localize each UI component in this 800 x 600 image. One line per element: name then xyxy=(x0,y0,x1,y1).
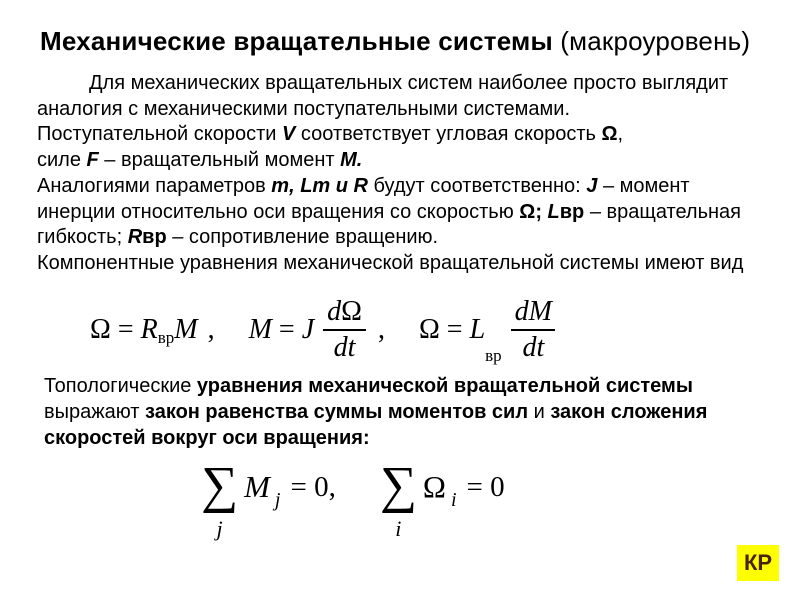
equals-zero: = 0 xyxy=(466,471,505,503)
paragraph-line: инерции относительно оси вращения со скоростью Ω; Lвр – вращательная xyxy=(37,200,742,223)
paragraph-line: Аналогиями параметров m, Lm и R будут соответственно: J – момент xyxy=(37,174,690,197)
topological-equations xyxy=(201,457,505,541)
sum-of-moments-equation xyxy=(201,457,336,541)
paragraph-line: Для механических вращательных систем наиболее просто выглядит xyxy=(89,72,729,94)
equals-zero: = 0, xyxy=(290,471,336,503)
slide-title: Механические вращательные системы (макроуровень) xyxy=(40,26,751,56)
comma: , xyxy=(200,314,215,345)
omega-symbol: Ω xyxy=(418,314,440,345)
subscript: вр xyxy=(157,328,175,347)
comma: , xyxy=(370,314,385,345)
fraction-dm-dt xyxy=(509,296,558,364)
denominator: dt xyxy=(511,329,555,364)
paragraph-line: аналогия с механическими поступательными системами. xyxy=(37,97,571,120)
sum-index: j xyxy=(216,516,223,541)
paragraph-line: силе F – вращательный момент M. xyxy=(37,149,363,172)
term-subscript: i xyxy=(450,489,457,511)
paragraph-line: Топологические уравнения механической вращательной системы xyxy=(44,375,693,397)
paragraph-line: Поступательной скорости V соответствует угловая скорость Ω, xyxy=(37,123,624,146)
subscript: вр xyxy=(485,346,502,366)
equation-omega-equals-rvr-m xyxy=(90,314,215,346)
summed-term: M $_j$ xyxy=(244,469,281,511)
coefficient: R xyxy=(140,314,158,345)
coefficient: L xyxy=(469,314,486,345)
sigma-operator xyxy=(379,457,417,541)
paragraph-line: Компонентные уравнения механической вращательной системы имеют вид xyxy=(37,251,744,274)
kr-stamp: КР xyxy=(737,545,779,581)
sum-index: i xyxy=(395,516,402,541)
equals-sign: = xyxy=(271,314,302,345)
equation-omega-equals-lvr-dm-dt xyxy=(419,296,558,364)
moment-symbol: M xyxy=(248,314,272,345)
equals-sign: = xyxy=(439,314,470,345)
paragraph-line: выражают закон равенства суммы моментов сил и закон сложения xyxy=(44,401,708,423)
intro-paragraph xyxy=(37,71,743,277)
paragraph-line: скоростей вокруг оси вращения: xyxy=(44,427,370,449)
term-subscript: j xyxy=(274,489,281,511)
factor: M xyxy=(174,314,198,345)
sigma-icon: ∑ xyxy=(201,457,239,514)
component-equations xyxy=(90,291,558,369)
fraction-domega-dt xyxy=(321,296,368,364)
equation-m-equals-j-domega-dt xyxy=(249,296,385,364)
sigma-operator xyxy=(201,457,239,541)
sum-of-velocities-equation xyxy=(379,457,505,541)
topological-paragraph xyxy=(44,373,707,451)
coefficient: J xyxy=(301,314,315,345)
summed-term: Ω $_i$ xyxy=(422,469,457,511)
sigma-icon: ∑ xyxy=(379,457,417,514)
omega-symbol: Ω xyxy=(90,314,111,345)
paragraph-line: гибкость; Rвр – сопротивление вращению. xyxy=(37,226,439,249)
numerator: dΩ xyxy=(327,295,362,327)
numerator: dM xyxy=(514,295,552,327)
denominator: dt xyxy=(323,329,367,364)
equals-sign: = xyxy=(110,314,141,345)
